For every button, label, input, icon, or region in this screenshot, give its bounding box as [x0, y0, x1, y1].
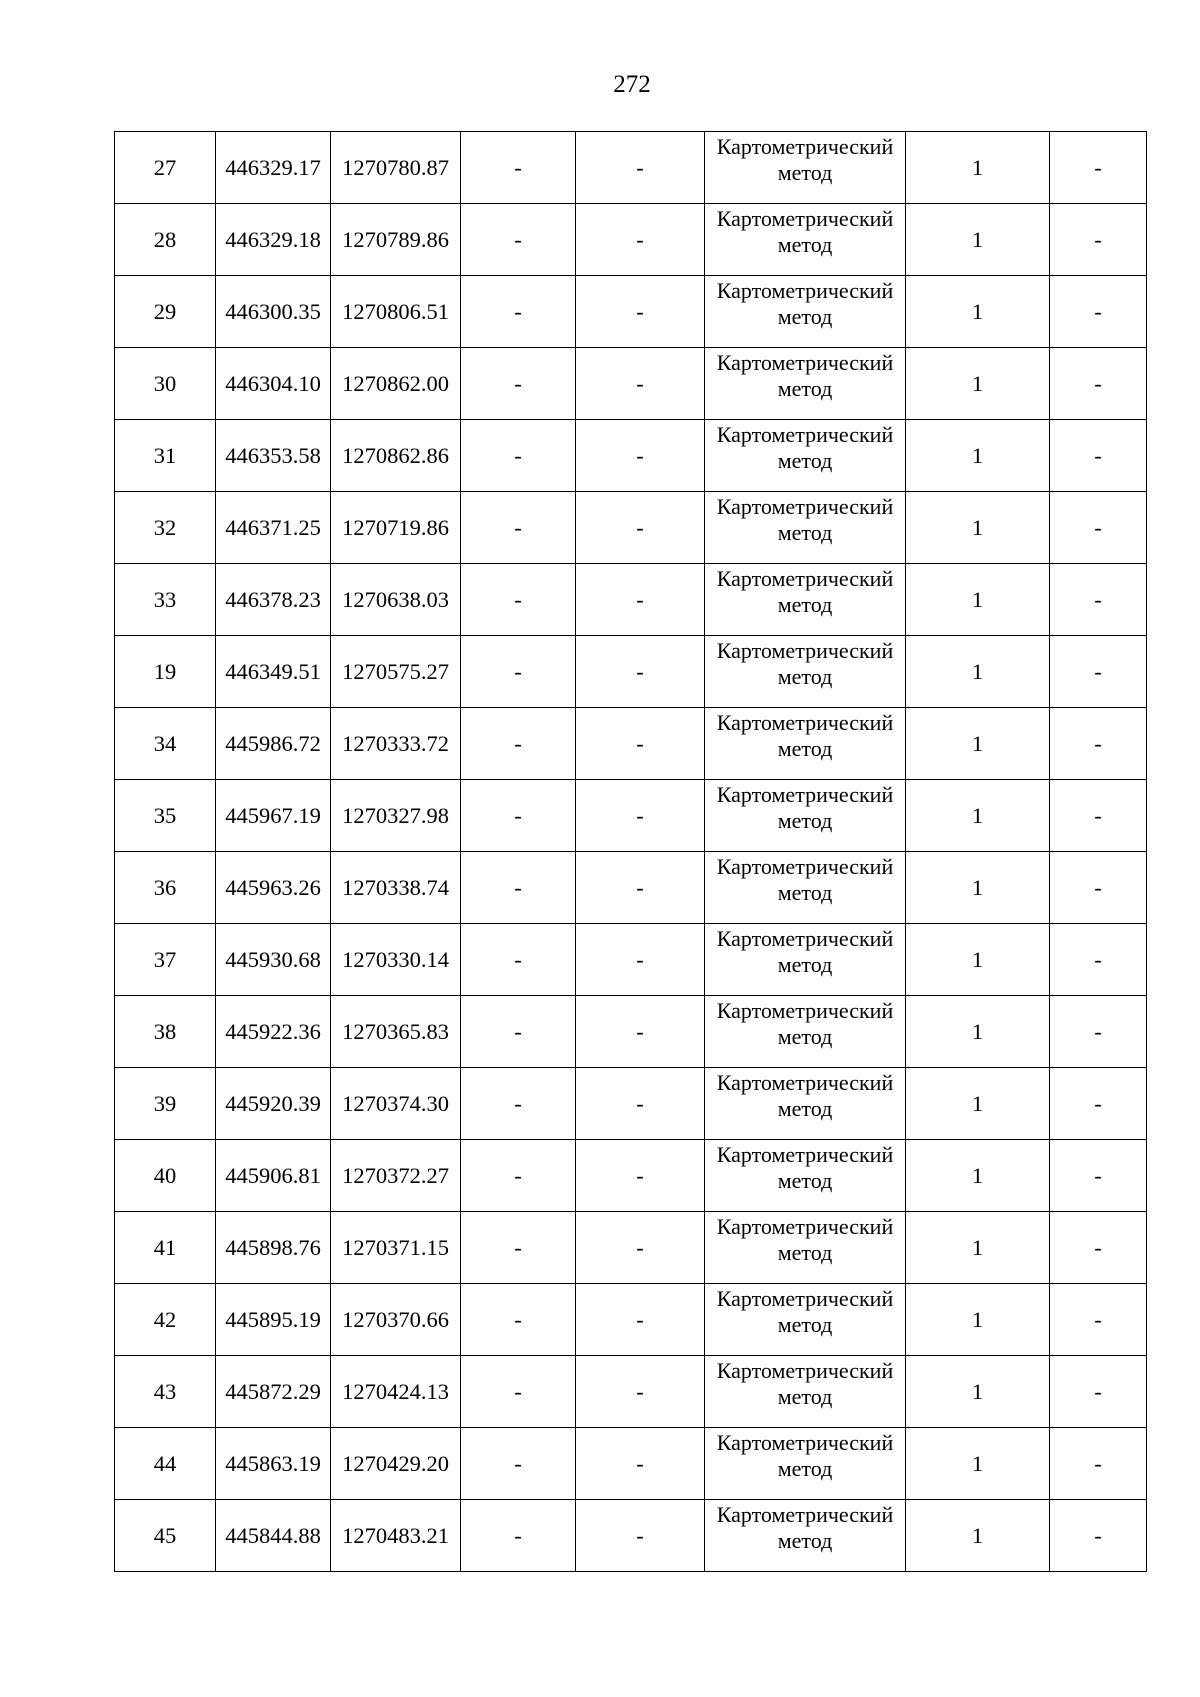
method-cell: Картометрический метод: [705, 564, 906, 636]
y-coordinate-cell: 1270575.27: [331, 636, 461, 708]
x-coordinate-cell: 446329.18: [216, 204, 331, 276]
value-cell: 1: [906, 1068, 1050, 1140]
table-row: [115, 348, 1147, 420]
method-cell: Картометрический метод: [705, 492, 906, 564]
point-number-cell: 32: [115, 492, 216, 564]
value-cell: 1: [906, 420, 1050, 492]
x-coordinate-cell: 445898.76: [216, 1212, 331, 1284]
value-cell: 1: [906, 276, 1050, 348]
dash-cell: -: [1050, 996, 1147, 1068]
table-row: [115, 564, 1147, 636]
value-cell: 1: [906, 564, 1050, 636]
y-coordinate-cell: 1270365.83: [331, 996, 461, 1068]
y-coordinate-cell: 1270338.74: [331, 852, 461, 924]
point-number-cell: 28: [115, 204, 216, 276]
table-row: [115, 276, 1147, 348]
dash-cell: -: [461, 1068, 576, 1140]
x-coordinate-cell: 445986.72: [216, 708, 331, 780]
dash-cell: -: [461, 1500, 576, 1572]
point-number-cell: 30: [115, 348, 216, 420]
method-cell: Картометрический метод: [705, 204, 906, 276]
x-coordinate-cell: 446300.35: [216, 276, 331, 348]
dash-cell: -: [576, 1356, 705, 1428]
x-coordinate-cell: 445895.19: [216, 1284, 331, 1356]
method-cell: Картометрический метод: [705, 708, 906, 780]
method-cell: Картометрический метод: [705, 348, 906, 420]
dash-cell: -: [576, 1212, 705, 1284]
dash-cell: -: [461, 420, 576, 492]
dash-cell: -: [576, 1428, 705, 1500]
x-coordinate-cell: 446378.23: [216, 564, 331, 636]
value-cell: 1: [906, 1356, 1050, 1428]
dash-cell: -: [576, 1284, 705, 1356]
point-number-cell: 41: [115, 1212, 216, 1284]
table-row: [115, 1356, 1147, 1428]
x-coordinate-cell: 445963.26: [216, 852, 331, 924]
dash-cell: -: [576, 276, 705, 348]
page-number: 272: [613, 71, 651, 98]
method-cell: Картометрический метод: [705, 420, 906, 492]
x-coordinate-cell: 445967.19: [216, 780, 331, 852]
x-coordinate-cell: 445872.29: [216, 1356, 331, 1428]
point-number-cell: 40: [115, 1140, 216, 1212]
method-cell: Картометрический метод: [705, 1500, 906, 1572]
dash-cell: -: [576, 1068, 705, 1140]
table-row: [115, 1212, 1147, 1284]
dash-cell: -: [1050, 1212, 1147, 1284]
method-cell: Картометрический метод: [705, 780, 906, 852]
dash-cell: -: [461, 348, 576, 420]
dash-cell: -: [1050, 420, 1147, 492]
dash-cell: -: [461, 1212, 576, 1284]
table-row: [115, 1428, 1147, 1500]
dash-cell: -: [461, 276, 576, 348]
point-number-cell: 43: [115, 1356, 216, 1428]
dash-cell: -: [576, 636, 705, 708]
point-number-cell: 42: [115, 1284, 216, 1356]
dash-cell: -: [461, 492, 576, 564]
value-cell: 1: [906, 1140, 1050, 1212]
y-coordinate-cell: 1270429.20: [331, 1428, 461, 1500]
value-cell: 1: [906, 204, 1050, 276]
dash-cell: -: [461, 924, 576, 996]
value-cell: 1: [906, 1500, 1050, 1572]
dash-cell: -: [576, 996, 705, 1068]
dash-cell: -: [1050, 204, 1147, 276]
table-row: [115, 420, 1147, 492]
x-coordinate-cell: 446371.25: [216, 492, 331, 564]
y-coordinate-cell: 1270372.27: [331, 1140, 461, 1212]
dash-cell: -: [461, 636, 576, 708]
point-number-cell: 29: [115, 276, 216, 348]
table-row: [115, 708, 1147, 780]
x-coordinate-cell: 446349.51: [216, 636, 331, 708]
point-number-cell: 33: [115, 564, 216, 636]
y-coordinate-cell: 1270483.21: [331, 1500, 461, 1572]
dash-cell: -: [576, 780, 705, 852]
method-cell: Картометрический метод: [705, 996, 906, 1068]
method-cell: Картометрический метод: [705, 636, 906, 708]
method-cell: Картометрический метод: [705, 1356, 906, 1428]
table-body: [115, 132, 1147, 1572]
y-coordinate-cell: 1270789.86: [331, 204, 461, 276]
dash-cell: -: [1050, 1068, 1147, 1140]
dash-cell: -: [461, 204, 576, 276]
value-cell: 1: [906, 492, 1050, 564]
x-coordinate-cell: 445844.88: [216, 1500, 331, 1572]
dash-cell: -: [1050, 132, 1147, 204]
method-cell: Картометрический метод: [705, 1068, 906, 1140]
table-row: [115, 780, 1147, 852]
method-cell: Картометрический метод: [705, 1428, 906, 1500]
value-cell: 1: [906, 852, 1050, 924]
point-number-cell: 31: [115, 420, 216, 492]
method-cell: Картометрический метод: [705, 1212, 906, 1284]
dash-cell: -: [461, 1284, 576, 1356]
point-number-cell: 38: [115, 996, 216, 1068]
table-row: [115, 132, 1147, 204]
method-cell: Картометрический метод: [705, 1140, 906, 1212]
method-cell: Картометрический метод: [705, 132, 906, 204]
dash-cell: -: [1050, 1284, 1147, 1356]
value-cell: 1: [906, 924, 1050, 996]
value-cell: 1: [906, 636, 1050, 708]
dash-cell: -: [576, 204, 705, 276]
x-coordinate-cell: 445906.81: [216, 1140, 331, 1212]
dash-cell: -: [1050, 348, 1147, 420]
dash-cell: -: [461, 1140, 576, 1212]
dash-cell: -: [461, 1356, 576, 1428]
dash-cell: -: [1050, 1500, 1147, 1572]
dash-cell: -: [576, 348, 705, 420]
x-coordinate-cell: 445930.68: [216, 924, 331, 996]
dash-cell: -: [576, 132, 705, 204]
value-cell: 1: [906, 1212, 1050, 1284]
value-cell: 1: [906, 1284, 1050, 1356]
dash-cell: -: [461, 132, 576, 204]
table-row: [115, 1284, 1147, 1356]
point-number-cell: 35: [115, 780, 216, 852]
y-coordinate-cell: 1270371.15: [331, 1212, 461, 1284]
x-coordinate-cell: 445863.19: [216, 1428, 331, 1500]
x-coordinate-cell: 446329.17: [216, 132, 331, 204]
y-coordinate-cell: 1270333.72: [331, 708, 461, 780]
method-cell: Картометрический метод: [705, 852, 906, 924]
x-coordinate-cell: 446304.10: [216, 348, 331, 420]
y-coordinate-cell: 1270424.13: [331, 1356, 461, 1428]
method-cell: Картометрический метод: [705, 1284, 906, 1356]
dash-cell: -: [576, 708, 705, 780]
dash-cell: -: [576, 1140, 705, 1212]
coordinates-table: [114, 131, 1147, 1572]
dash-cell: -: [576, 924, 705, 996]
value-cell: 1: [906, 708, 1050, 780]
table-row: [115, 204, 1147, 276]
y-coordinate-cell: 1270862.00: [331, 348, 461, 420]
y-coordinate-cell: 1270374.30: [331, 1068, 461, 1140]
dash-cell: -: [1050, 1140, 1147, 1212]
y-coordinate-cell: 1270330.14: [331, 924, 461, 996]
value-cell: 1: [906, 132, 1050, 204]
dash-cell: -: [1050, 492, 1147, 564]
value-cell: 1: [906, 1428, 1050, 1500]
table-row: [115, 1068, 1147, 1140]
table-row: [115, 996, 1147, 1068]
dash-cell: -: [461, 1428, 576, 1500]
y-coordinate-cell: 1270370.66: [331, 1284, 461, 1356]
dash-cell: -: [1050, 852, 1147, 924]
y-coordinate-cell: 1270806.51: [331, 276, 461, 348]
point-number-cell: 39: [115, 1068, 216, 1140]
point-number-cell: 27: [115, 132, 216, 204]
value-cell: 1: [906, 996, 1050, 1068]
y-coordinate-cell: 1270327.98: [331, 780, 461, 852]
dash-cell: -: [1050, 276, 1147, 348]
point-number-cell: 19: [115, 636, 216, 708]
table-row: [115, 1140, 1147, 1212]
point-number-cell: 37: [115, 924, 216, 996]
dash-cell: -: [1050, 780, 1147, 852]
dash-cell: -: [461, 852, 576, 924]
dash-cell: -: [576, 852, 705, 924]
table-row: [115, 636, 1147, 708]
point-number-cell: 45: [115, 1500, 216, 1572]
dash-cell: -: [1050, 1356, 1147, 1428]
x-coordinate-cell: 445920.39: [216, 1068, 331, 1140]
dash-cell: -: [461, 564, 576, 636]
point-number-cell: 44: [115, 1428, 216, 1500]
table-row: [115, 852, 1147, 924]
y-coordinate-cell: 1270780.87: [331, 132, 461, 204]
x-coordinate-cell: 445922.36: [216, 996, 331, 1068]
point-number-cell: 34: [115, 708, 216, 780]
dash-cell: -: [576, 564, 705, 636]
method-cell: Картометрический метод: [705, 924, 906, 996]
point-number-cell: 36: [115, 852, 216, 924]
y-coordinate-cell: 1270638.03: [331, 564, 461, 636]
table-row: [115, 492, 1147, 564]
dash-cell: -: [1050, 708, 1147, 780]
y-coordinate-cell: 1270719.86: [331, 492, 461, 564]
dash-cell: -: [461, 996, 576, 1068]
dash-cell: -: [461, 708, 576, 780]
value-cell: 1: [906, 348, 1050, 420]
dash-cell: -: [1050, 924, 1147, 996]
dash-cell: -: [1050, 564, 1147, 636]
table-row: [115, 1500, 1147, 1572]
x-coordinate-cell: 446353.58: [216, 420, 331, 492]
y-coordinate-cell: 1270862.86: [331, 420, 461, 492]
dash-cell: -: [576, 420, 705, 492]
dash-cell: -: [1050, 636, 1147, 708]
dash-cell: -: [1050, 1428, 1147, 1500]
value-cell: 1: [906, 780, 1050, 852]
dash-cell: -: [461, 780, 576, 852]
dash-cell: -: [576, 492, 705, 564]
table-row: [115, 924, 1147, 996]
method-cell: Картометрический метод: [705, 276, 906, 348]
dash-cell: -: [576, 1500, 705, 1572]
